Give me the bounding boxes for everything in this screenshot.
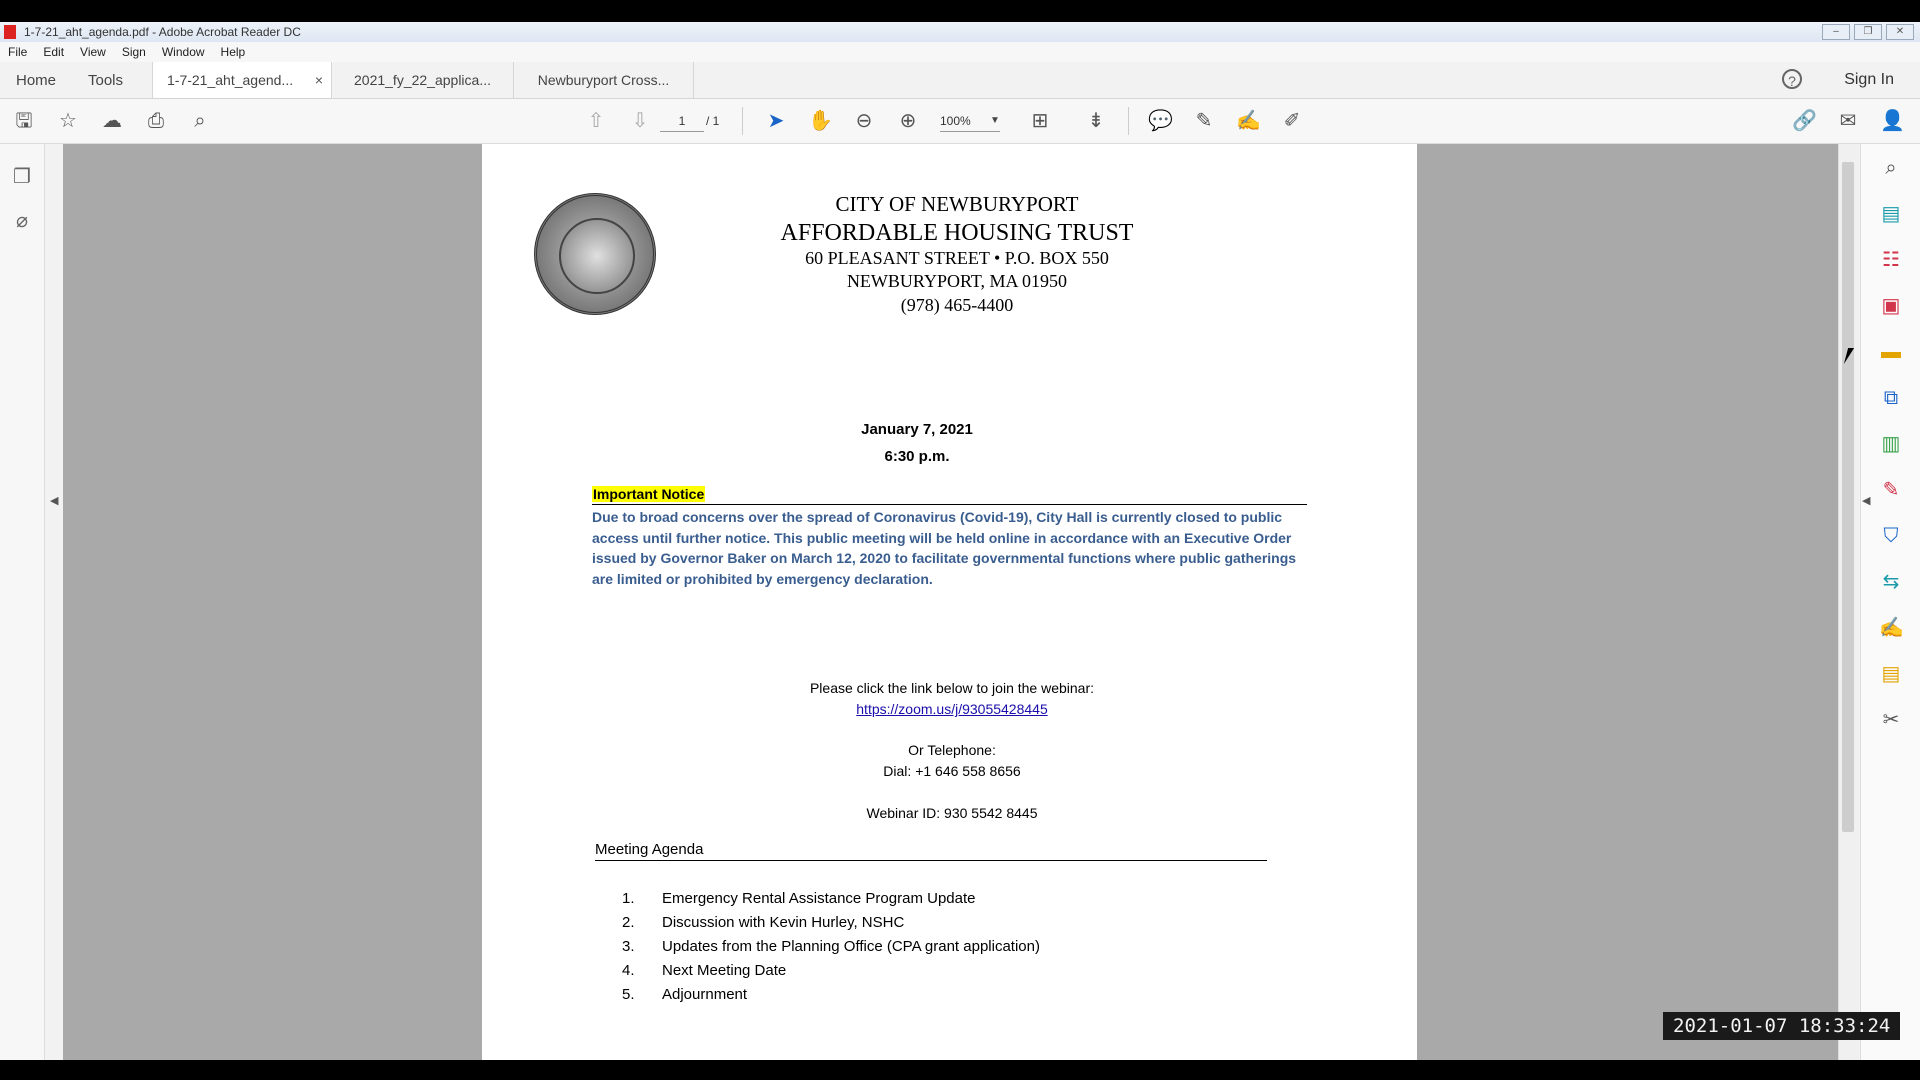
- comment-icon[interactable]: 💬: [1148, 110, 1173, 132]
- export-pdf-icon[interactable]: ▣: [1881, 295, 1901, 317]
- agenda-item-text: Next Meeting Date: [662, 962, 787, 979]
- scroll-mode-icon[interactable]: ⇟: [1087, 110, 1105, 132]
- toolbar-divider: [1128, 107, 1129, 135]
- draw-sign-icon[interactable]: ✍: [1236, 110, 1261, 132]
- page-total: / 1: [706, 114, 720, 128]
- fill-sign-icon[interactable]: ✐: [1283, 110, 1301, 132]
- share-link-icon[interactable]: 🔗: [1792, 110, 1817, 132]
- scan-document-icon[interactable]: ▤: [1881, 663, 1901, 685]
- tab-home[interactable]: Home: [16, 72, 57, 89]
- agenda-item-text: Emergency Rental Assistance Program Update: [662, 890, 976, 907]
- header-city-state: NEWBURYPORT, MA 01950: [846, 271, 1068, 291]
- menu-window[interactable]: Window: [161, 45, 205, 59]
- protect-shield-icon[interactable]: ⛉: [1883, 525, 1899, 547]
- top-black-bar: [0, 0, 1920, 22]
- previous-page-icon[interactable]: ⇧: [587, 110, 605, 132]
- bottom-black-bar: [0, 1060, 1920, 1080]
- or-telephone: Or Telephone:: [908, 742, 996, 758]
- add-user-icon[interactable]: 👤: [1880, 110, 1905, 132]
- webinar-link[interactable]: https://zoom.us/j/93055428445: [856, 701, 1048, 717]
- notice-underline: [592, 504, 1307, 505]
- left-nav-panel: [0, 144, 45, 1060]
- minimize-icon[interactable]: –: [1822, 24, 1850, 40]
- zoom-dropdown-icon[interactable]: ▼: [990, 115, 1000, 126]
- sign-in-button[interactable]: Sign In: [1844, 71, 1894, 88]
- collapse-right-panel-icon[interactable]: ◀: [1862, 495, 1871, 507]
- header-city: CITY OF NEWBURYPORT: [835, 192, 1079, 216]
- restore-icon[interactable]: ❐: [1854, 24, 1882, 40]
- meeting-date: January 7, 2021: [861, 421, 973, 438]
- menu-view[interactable]: View: [80, 45, 106, 59]
- meeting-time: 6:30 p.m.: [884, 448, 950, 465]
- scrollbar-thumb[interactable]: [1842, 162, 1854, 832]
- tab-doc-crossing[interactable]: [514, 62, 694, 98]
- print-icon[interactable]: ⎙: [148, 110, 164, 132]
- acrobat-window: [0, 22, 1920, 1060]
- send-for-review-icon[interactable]: ⇆: [1882, 571, 1900, 593]
- collapse-left-panel-icon[interactable]: ◀: [50, 495, 59, 507]
- notice-body: Due to broad concerns over the spread of Coronavirus (Covid-19), City Hall is currently closed to public access until further notice. This public meeting will be held online in accordance with an Executive Order issued by Governor Baker on March 12, 2020 to facilitate governmental functions where public gatherings are limited or prohibited by emergency declaration.: [592, 509, 1297, 587]
- agenda-title: Meeting Agenda: [595, 841, 704, 858]
- menu-file[interactable]: File: [8, 45, 28, 59]
- acrobat-app-icon: [4, 25, 16, 39]
- menu-edit[interactable]: Edit: [43, 45, 65, 59]
- edit-pdf-icon[interactable]: ▥: [1881, 433, 1901, 455]
- tab-close-icon[interactable]: ×: [314, 72, 323, 88]
- menu-help[interactable]: Help: [220, 45, 246, 59]
- window-title: 1-7-21_aht_agenda.pdf - Adobe Acrobat Reader DC: [24, 25, 301, 39]
- fit-page-icon[interactable]: ⊞: [1031, 110, 1049, 132]
- agenda-list: [622, 887, 1040, 1007]
- vertical-scrollbar[interactable]: [1838, 144, 1859, 1060]
- comment-tool-icon[interactable]: ▬: [1881, 341, 1901, 363]
- agenda-item: [622, 935, 1040, 959]
- agenda-item-text: Adjournment: [662, 986, 748, 1003]
- pdf-page: [482, 144, 1417, 1060]
- window-controls: [1822, 24, 1914, 40]
- select-cursor-icon[interactable]: ➤: [767, 110, 785, 132]
- agenda-item-number: 2.: [622, 914, 635, 931]
- webinar-link-row: [482, 701, 1422, 717]
- tab-tools[interactable]: Tools: [88, 72, 124, 89]
- bookmark-star-icon[interactable]: ☆: [59, 110, 77, 132]
- header-trust: AFFORDABLE HOUSING TRUST: [780, 220, 1134, 246]
- agenda-item-text: Updates from the Planning Office (CPA grant application): [662, 938, 1040, 955]
- tab-doc-application-label: 2021_fy_22_applica...: [354, 72, 491, 88]
- find-search-icon[interactable]: ⌕: [194, 110, 206, 132]
- dial-number: Dial: +1 646 558 8656: [883, 763, 1021, 779]
- request-signature-icon[interactable]: ✍: [1879, 617, 1904, 639]
- email-icon[interactable]: ✉: [1839, 110, 1857, 132]
- zoom-out-icon[interactable]: ⊖: [855, 110, 873, 132]
- enhance-search-icon[interactable]: ⌕: [1885, 157, 1897, 179]
- agenda-underline: [595, 860, 1267, 861]
- header-address: 60 PLEASANT STREET • P.O. BOX 550: [805, 248, 1109, 268]
- agenda-item: [622, 911, 1040, 935]
- header-phone: (978) 465-4400: [900, 295, 1014, 315]
- agenda-item: [622, 983, 1040, 1007]
- tab-doc-agenda-label: 1-7-21_aht_agend...: [167, 72, 294, 88]
- agenda-item-number: 1.: [622, 890, 635, 907]
- fill-sign-tool-icon[interactable]: ✎: [1882, 479, 1900, 501]
- title-bar: [0, 22, 1920, 42]
- agenda-item: [622, 887, 1040, 911]
- seal-center: [559, 218, 635, 294]
- save-icon[interactable]: 🖫: [15, 110, 33, 132]
- combine-files-icon[interactable]: ⧉: [1883, 387, 1899, 409]
- menu-sign[interactable]: Sign: [121, 45, 146, 59]
- page-thumbnails-icon[interactable]: ❐: [13, 166, 31, 188]
- tab-doc-application[interactable]: [332, 62, 514, 98]
- zoom-in-icon[interactable]: ⊕: [899, 110, 917, 132]
- agenda-item-number: 5.: [622, 986, 635, 1003]
- attachments-paperclip-icon[interactable]: ⌀: [15, 210, 29, 232]
- toolbar-divider: [742, 107, 743, 135]
- agenda-item-number: 3.: [622, 938, 635, 955]
- agenda-item: [622, 959, 1040, 983]
- city-seal-logo: [534, 193, 656, 315]
- hand-tool-icon[interactable]: ✋: [808, 110, 833, 132]
- create-pdf-icon[interactable]: ▤: [1881, 203, 1901, 225]
- webinar-id: Webinar ID: 930 5542 8445: [866, 805, 1038, 821]
- toolbar: [0, 99, 1920, 144]
- recording-timestamp: 2021-01-07 18:33:24: [1663, 1012, 1900, 1040]
- tab-doc-crossing-label: Newburyport Cross...: [537, 72, 670, 88]
- tab-bar: [0, 62, 1920, 99]
- menu-bar: [0, 42, 1920, 62]
- close-window-icon[interactable]: ✕: [1886, 24, 1914, 40]
- help-icon[interactable]: ?: [1782, 69, 1802, 89]
- agenda-item-text: Discussion with Kevin Hurley, NSHC: [662, 914, 905, 931]
- webinar-prompt: Please click the link below to join the webinar:: [809, 680, 1095, 696]
- zoom-level-input[interactable]: 100%: [940, 111, 1000, 132]
- tab-doc-agenda[interactable]: [152, 62, 332, 98]
- important-notice-title: Important Notice: [593, 486, 705, 502]
- highlight-pen-icon[interactable]: ✎: [1195, 110, 1213, 132]
- agenda-item-number: 4.: [622, 962, 635, 979]
- next-page-icon[interactable]: ⇩: [631, 110, 649, 132]
- page-number-input[interactable]: 1: [660, 111, 704, 132]
- more-tools-icon[interactable]: ✂: [1882, 709, 1900, 731]
- organize-pages-icon[interactable]: ☷: [1882, 249, 1900, 271]
- right-tools-panel: [1860, 144, 1920, 1060]
- upload-cloud-icon[interactable]: ☁: [102, 110, 122, 132]
